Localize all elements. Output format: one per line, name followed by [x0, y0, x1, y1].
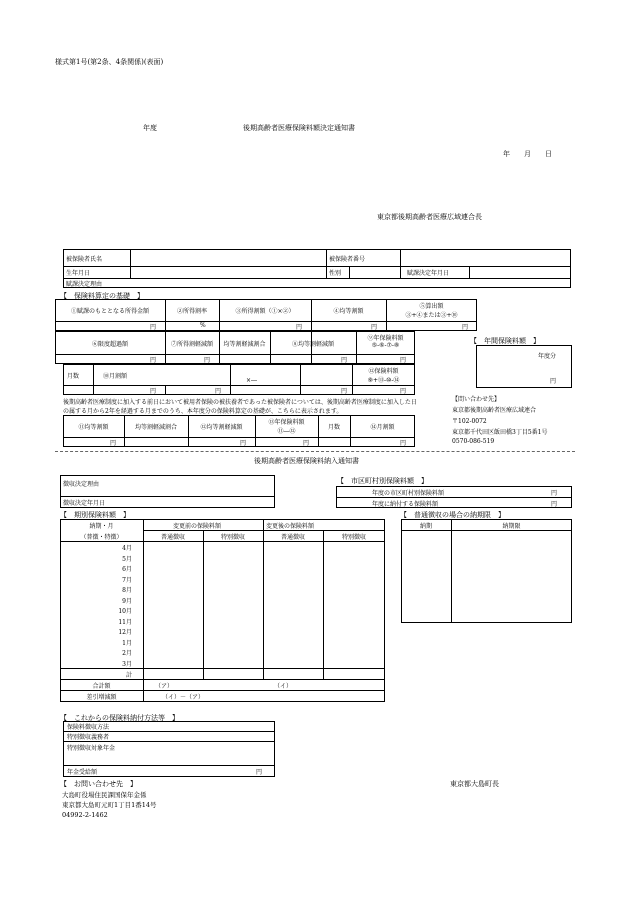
ordinary-collection-header: 普通徴収 [280, 534, 305, 541]
sum-a-label: （ア） [155, 683, 174, 690]
income-rate-label: ②所得割率 [176, 308, 207, 315]
collection-date-label: 徴収決定年月日 [63, 500, 106, 507]
insured-name-label: 被保険者氏名 [66, 256, 103, 263]
basis-section-title: 【 保険料算定の基礎 】 [60, 292, 144, 300]
period-premium-title: 【 期別保険料額 】 [60, 511, 130, 519]
calc-amount-formula: ③+④または③+⑩ [405, 312, 458, 319]
monthly-amount-label: ⑭月割額 [370, 424, 395, 431]
month-label: 7月 [122, 576, 132, 584]
before-change-header: 変更前の保険料額 [173, 523, 222, 530]
month-label: 8月 [122, 587, 132, 594]
income-reduction-label: ⑦所得割軽減額 [170, 341, 213, 348]
reduction-ratio-label: 均等割軽減割合 [223, 341, 266, 348]
municipal-premium-title: 【 市区町村別保険料額 】 [337, 477, 428, 485]
percent-unit: % [200, 322, 206, 329]
collection-reason-label: 徴収決定理由 [63, 481, 100, 488]
yen-unit: 円 [551, 490, 558, 497]
per-capita-label: ④均等割額 [333, 308, 364, 315]
future-payment-title: 【 これからの保険料納付方法等 】 [60, 714, 179, 722]
monthly-amount-label: ⑩月割額 [103, 373, 128, 380]
issuer-name: 東京都後期高齢者医療広域連合長 [377, 213, 482, 221]
yen-unit: 円 [150, 324, 157, 331]
income-amount-label: ①賦課のもととなる所得金額 [70, 308, 149, 315]
insured-info-table [63, 249, 571, 288]
yen-unit: 円 [256, 769, 263, 776]
yen-unit: 円 [400, 388, 407, 395]
special-collection-header: 特別徴収 [341, 534, 366, 541]
excess-amount-label: ⑥限度超過額 [91, 341, 128, 348]
sum-row-label: 合計額 [92, 683, 111, 690]
contact-title: 【問い合わせ先】 [452, 396, 501, 403]
months-label: 月数 [327, 424, 340, 431]
decision-date-label: 賦課決定年月日 [407, 270, 450, 277]
municipal-annual-label: 年度の市区町村別保険料額 [372, 490, 445, 497]
municipal-payable-label: 年度に納付する保険料額 [372, 501, 439, 508]
payment-notice-title: 後期高齢者医療保険料納入通知書 [254, 457, 359, 465]
period-col-header: 納期・月 [89, 523, 114, 530]
sum-b-label: （イ） [274, 683, 293, 690]
annual-premium-label: ⑨年保険料額 [367, 335, 404, 342]
separator [55, 451, 575, 452]
premium-amount-label: ⑫保険料額 [368, 368, 399, 375]
insured-number-label: 被保険者番号 [329, 256, 366, 263]
month-label: 4月 [122, 545, 132, 552]
contact2-title: 【 お問い合わせ先 】 [60, 780, 137, 788]
yen-unit: 円 [400, 440, 407, 447]
due-date-header: 納期限 [502, 523, 521, 530]
fiscal-year-label: 年度 [143, 124, 157, 132]
period-col-subheader: （普徴・特徴） [80, 534, 123, 541]
reduction-ratio-label: 均等割軽減割合 [134, 424, 177, 431]
yen-unit: 円 [341, 388, 348, 395]
sex-label: 性別 [329, 270, 342, 277]
month-label: 3月 [122, 660, 132, 668]
calc-amount-label: ⑤算出額 [419, 303, 444, 310]
contact-zip: 〒102-0072 [452, 418, 487, 425]
annual-premium-label: ⑬年保険料額 [268, 419, 305, 426]
yen-unit: 円 [215, 388, 222, 395]
contact-org: 東京都後期高齢者医療広域連合 [452, 407, 537, 414]
difference-formula: （イ）－（ア） [162, 694, 205, 701]
per-capita-amount-label: ⑪均等割額 [78, 424, 109, 431]
month-label: 11月 [118, 618, 132, 626]
form-number: 様式第1号(第2条、4条関係)(表面) [55, 58, 164, 66]
annual-premium-formula: ⑪―⑫ [277, 428, 296, 435]
yen-unit: 円 [150, 388, 157, 395]
decision-reason-label: 賦課決定理由 [66, 281, 103, 288]
after-change-header: 変更後の保険料額 [266, 523, 315, 530]
yen-unit: 円 [110, 440, 117, 447]
per-capita-reduction-label: ⑧均等割軽減額 [291, 341, 334, 348]
basis-note: 後期高齢者医療制度に加入する前日において被用者保険の被扶養者であった被保険者については、後期高齢者医療制度に加入した日の属する月から2年を経過する月までのうち、本年度分の保険料算定の基礎が、こちらに表示されます。 [63, 399, 417, 415]
income-levy-label: ③所得割額（①×②） [235, 308, 295, 315]
month-label: 12月 [118, 629, 132, 636]
month-label: 1月 [122, 639, 132, 647]
month-label: 10月 [118, 608, 132, 615]
contact2-dept: 大島町役場住民課国保年金係 [62, 791, 147, 799]
multiply-symbol: ×― [246, 377, 258, 384]
birth-date-label: 生年月日 [66, 270, 91, 277]
ordinary-due-table [401, 519, 572, 623]
annual-premium-title: 【 年間保険料額 】 [470, 337, 540, 345]
month-label: 9月 [122, 597, 132, 605]
yen-unit: 円 [400, 357, 407, 364]
ordinary-collection-header: 普通徴収 [160, 534, 185, 541]
yen-unit: 円 [303, 440, 310, 447]
month-label: 2月 [122, 650, 132, 657]
yen-unit: 円 [371, 324, 378, 331]
pension-amount-label: 年金受給額 [67, 769, 98, 776]
yen-unit: 円 [204, 357, 211, 364]
months-label: 月数 [67, 373, 80, 380]
premium-amount-formula: ⑨+⑬-⑩-⑭ [367, 377, 400, 384]
special-collection-header: 特別徴収 [220, 534, 245, 541]
month-label: 6月 [122, 566, 132, 573]
yen-unit: 円 [341, 357, 348, 364]
total-row-label: 計 [125, 672, 132, 679]
per-capita-reduction-label: ⑫均等割軽減額 [200, 424, 243, 431]
collection-method-label: 保険料徴収方法 [67, 724, 110, 731]
annual-premium-box [476, 345, 572, 388]
annual-premium-formula: ⑤-⑥-⑦-⑧ [371, 342, 400, 349]
special-pension-label: 特別徴収対象年金 [67, 745, 116, 752]
difference-row-label: 差引増減額 [86, 694, 117, 701]
ordinary-due-title: 【 普通徴収の場合の納期限 】 [400, 511, 505, 519]
yen-unit: 円 [550, 378, 557, 385]
document-title: 後期高齢者医療保険料額決定通知書 [243, 124, 355, 132]
contact-phone: 0570-086-519 [452, 438, 495, 445]
contact2-address: 東京都大島町元町1丁目1番14号 [62, 801, 157, 809]
contact-address: 東京都千代田区飯田橋3丁目5番1号 [452, 429, 548, 436]
yen-unit: 円 [296, 324, 303, 331]
mayor-name: 東京都大島町長 [450, 780, 499, 788]
annual-year-label: 年度分 [538, 353, 557, 360]
yen-unit: 円 [462, 324, 469, 331]
issue-date: 年 月 日 [503, 150, 552, 158]
contact2-phone: 04992-2-1462 [62, 811, 108, 819]
yen-unit: 円 [150, 357, 157, 364]
special-obligor-label: 特別徴収義務者 [67, 734, 110, 741]
month-label: 5月 [122, 555, 132, 563]
yen-unit: 円 [551, 501, 558, 508]
yen-unit: 円 [240, 440, 247, 447]
due-period-header: 納期 [419, 523, 432, 530]
